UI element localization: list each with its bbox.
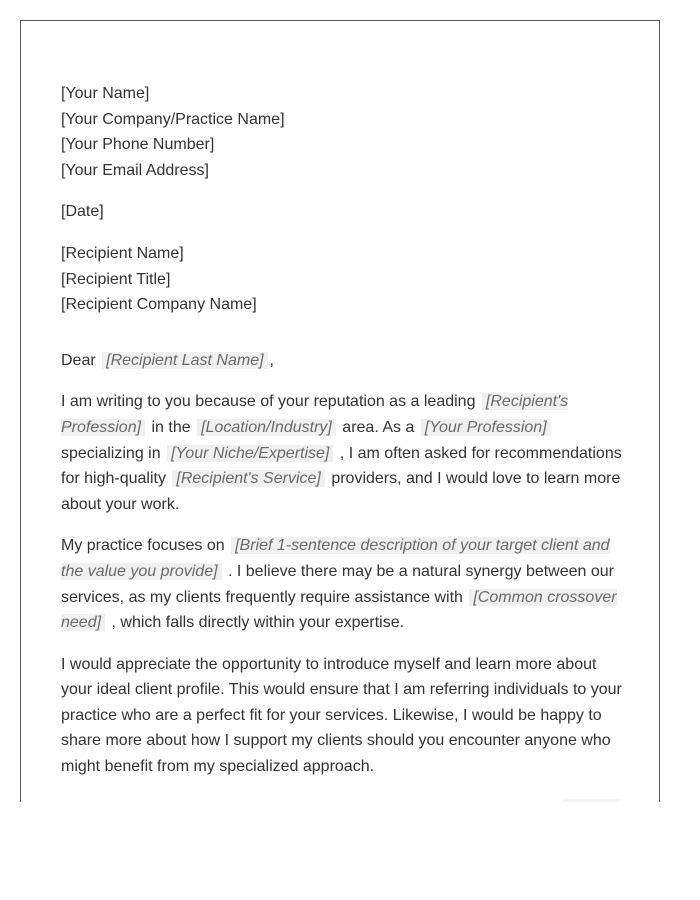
intro-text-4: specializing in — [61, 444, 161, 462]
letter-body — [61, 81, 626, 796]
intro-text-1: I am writing to you because of your reputation as a leading — [61, 393, 476, 411]
intro-text-2: in the — [151, 418, 191, 436]
placeholder-niche-expertise[interactable]: [Your Niche/Expertise] — [167, 445, 333, 462]
salutation-prefix: Dear — [61, 351, 96, 369]
letter-page — [20, 20, 660, 802]
practice-text-3: , which falls directly within your expertise. — [111, 614, 405, 632]
sender-name: [Your Name] — [61, 85, 150, 102]
paragraph-opportunity: I would appreciate the opportunity to introduce myself and learn more about your ideal client profile. This would ensure that I am referring individuals to your practice who are a perfect fit for your services. Likewise, I would be happy to share more about how I support my clients should you encounter anyone who might benefit from my specialized approach. — [61, 655, 622, 776]
salutation-suffix: , — [269, 351, 274, 369]
placeholder-your-profession[interactable]: [Your Profession] — [421, 419, 551, 436]
placeholder-location-industry[interactable]: [Location/Industry] — [197, 419, 336, 436]
intro-text-3: area. As a — [342, 418, 415, 436]
placeholder-crossover-need[interactable]: [Common crossover need] — [61, 588, 617, 632]
practice-text-2: . I believe there may be a natural synergy between our services, as my clients frequently require assistance with — [61, 562, 614, 606]
placeholder-recipient-profession[interactable]: [Recipient's Profession] — [61, 393, 569, 436]
placeholder-recipient-service[interactable]: [Recipient's Service] — [172, 470, 324, 487]
salutation-placeholder[interactable]: [Recipient Last Name] — [102, 352, 267, 369]
paragraph-intro — [61, 389, 626, 517]
recipient-block — [61, 241, 626, 318]
bottom-fade — [563, 799, 619, 802]
recipient-title: [Recipient Title] — [61, 270, 171, 288]
letter-date: [Date] — [61, 203, 104, 221]
paragraph-practice — [61, 533, 626, 635]
sender-phone: [Your Phone Number] — [61, 136, 215, 154]
sender-company: [Your Company/Practice Name] — [61, 110, 285, 128]
sender-block — [61, 81, 626, 183]
recipient-company: [Recipient Company Name] — [61, 296, 257, 314]
intro-text-5: , I am often asked for recommendations for high-quality — [61, 444, 622, 488]
intro-text-6: providers, and I would love to learn more about your work. — [61, 470, 621, 513]
practice-text-1: My practice focuses on — [61, 537, 225, 555]
sender-email: [Your Email Address] — [61, 161, 209, 179]
placeholder-target-client-description[interactable]: [Brief 1-sentence description of your target client and the value you provide] — [61, 537, 610, 580]
recipient-name: [Recipient Name] — [61, 244, 184, 262]
salutation — [61, 348, 626, 374]
